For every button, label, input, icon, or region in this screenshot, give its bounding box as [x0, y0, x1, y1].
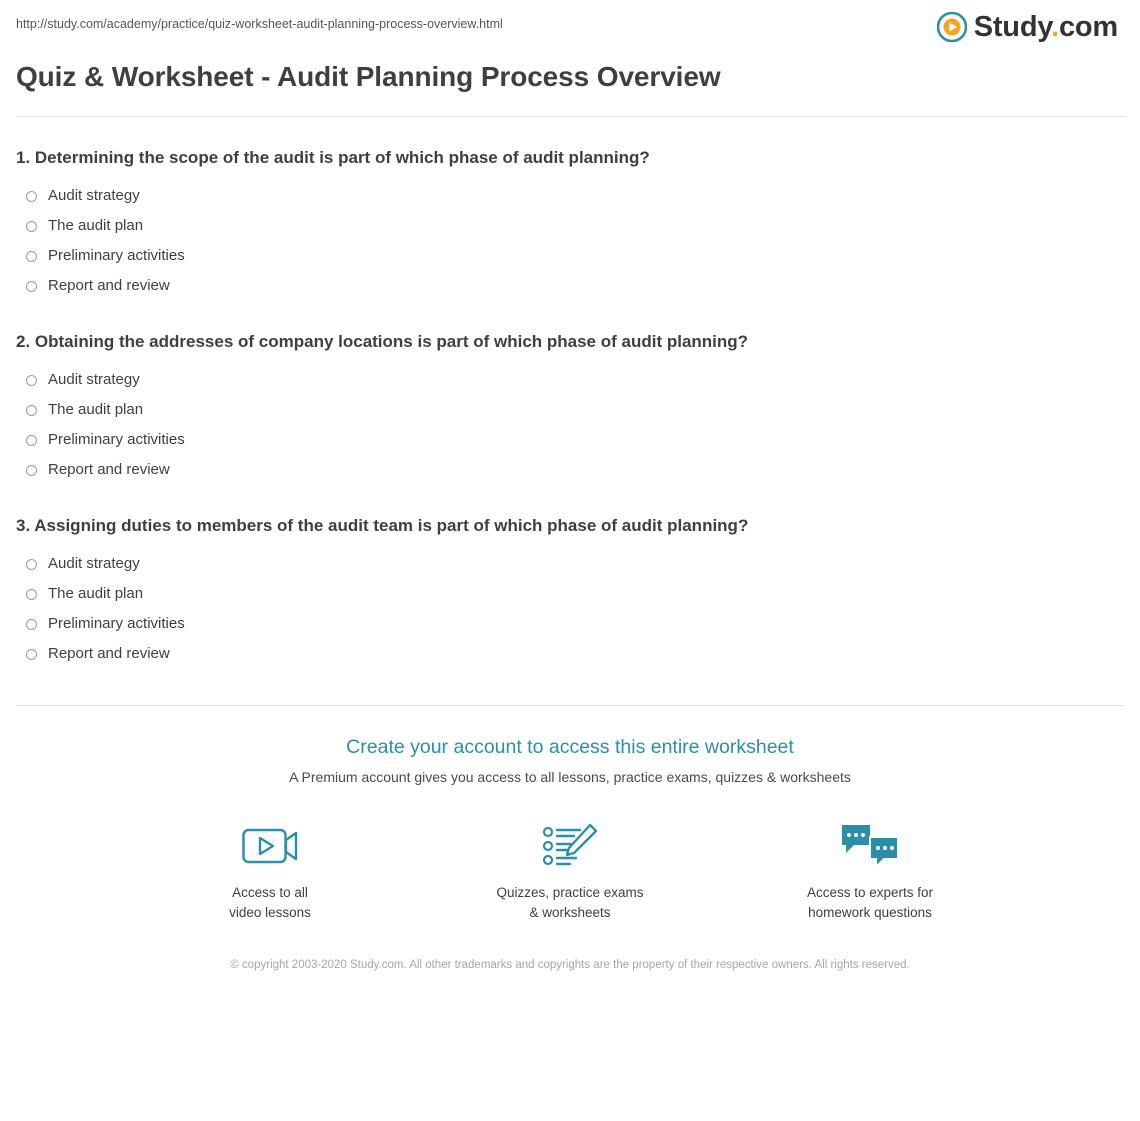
upsell-section [0, 706, 1140, 974]
feature-label-line2: video lessons [229, 905, 311, 920]
title-divider [16, 116, 1124, 117]
questions-list [0, 147, 1140, 669]
quiz-checklist-icon [490, 819, 650, 873]
answer-choice[interactable] [16, 181, 1124, 211]
radio-button-icon[interactable] [26, 281, 37, 292]
copyright-text: © copyright 2003-2020 Study.com. All other trademarks and copyrights are the property of their respective owners. All rights reserved. [230, 959, 910, 971]
answer-choice[interactable] [16, 241, 1124, 271]
answer-choice-label: The audit plan [48, 401, 144, 418]
radio-button-icon[interactable] [26, 465, 37, 476]
answer-choice[interactable] [16, 455, 1124, 485]
answer-choice-label: Audit strategy [48, 371, 140, 388]
radio-button-icon[interactable] [26, 619, 37, 630]
logo-dot: . [1051, 11, 1059, 43]
radio-button-icon[interactable] [26, 191, 37, 202]
radio-button-icon[interactable] [26, 435, 37, 446]
page-title: Quiz & Worksheet - Audit Planning Process Overview [16, 61, 721, 92]
answer-choice[interactable] [16, 271, 1124, 301]
radio-button-icon[interactable] [26, 589, 37, 600]
radio-button-icon[interactable] [26, 649, 37, 660]
answer-choice[interactable] [16, 609, 1124, 639]
answer-choice[interactable] [16, 365, 1124, 395]
answer-choice[interactable] [16, 579, 1124, 609]
question-item [16, 515, 1124, 669]
page-header [0, 0, 1140, 42]
answer-choice-label: Report and review [48, 277, 170, 294]
answer-choice-label: Audit strategy [48, 555, 140, 572]
feature-label-line1: Quizzes, practice exams [496, 885, 644, 900]
logo-name: Study [973, 11, 1052, 43]
feature-label [190, 883, 350, 923]
answer-choice[interactable] [16, 425, 1124, 455]
question-text: 3. Assigning duties to members of the audit team is part of which phase of audit planning? [16, 516, 749, 535]
answer-choice-label: Preliminary activities [48, 615, 185, 632]
radio-button-icon[interactable] [26, 559, 37, 570]
answer-choice-label: Report and review [48, 645, 170, 662]
radio-button-icon[interactable] [26, 221, 37, 232]
radio-button-icon[interactable] [26, 405, 37, 416]
answer-choice-label: Audit strategy [48, 187, 140, 204]
site-logo[interactable] [937, 12, 1118, 42]
logo-wordmark [974, 12, 1118, 42]
video-play-icon [190, 819, 350, 873]
answer-choice[interactable] [16, 639, 1124, 669]
answer-choice[interactable] [16, 549, 1124, 579]
feature-item [790, 819, 950, 923]
answer-choice[interactable] [16, 211, 1124, 241]
feature-label-line1: Access to experts for [806, 885, 934, 900]
feature-item [490, 819, 650, 923]
feature-label-line1: Access to all [232, 885, 308, 900]
question-item [16, 147, 1124, 301]
play-circle-icon [937, 12, 967, 42]
page-url: http://study.com/academy/practice/quiz-worksheet-audit-planning-process-overview.html [16, 17, 503, 31]
answer-choice-label: The audit plan [48, 585, 144, 602]
radio-button-icon[interactable] [26, 251, 37, 262]
answer-choice[interactable] [16, 395, 1124, 425]
feature-label [790, 883, 950, 923]
answer-choice-label: Preliminary activities [48, 431, 185, 448]
upsell-subhead: A Premium account gives you access to all lessons, practice exams, quizzes & worksheets [289, 769, 851, 785]
question-text: 1. Determining the scope of the audit is part of which phase of audit planning? [16, 148, 650, 167]
answer-choice-label: The audit plan [48, 217, 144, 234]
feature-label [490, 883, 650, 923]
question-item [16, 331, 1124, 485]
question-text: 2. Obtaining the addresses of company locations is part of which phase of audit planning? [16, 332, 749, 351]
feature-list [0, 819, 1140, 923]
feature-label-line2: & worksheets [529, 905, 611, 920]
answer-choice-label: Preliminary activities [48, 247, 185, 264]
upsell-headline[interactable]: Create your account to access this entire worksheet [346, 736, 794, 758]
feature-item [190, 819, 350, 923]
logo-tld: com [1058, 11, 1118, 43]
chat-bubbles-icon [790, 819, 950, 873]
feature-label-line2: homework questions [808, 905, 932, 920]
radio-button-icon[interactable] [26, 375, 37, 386]
answer-choice-label: Report and review [48, 461, 170, 478]
